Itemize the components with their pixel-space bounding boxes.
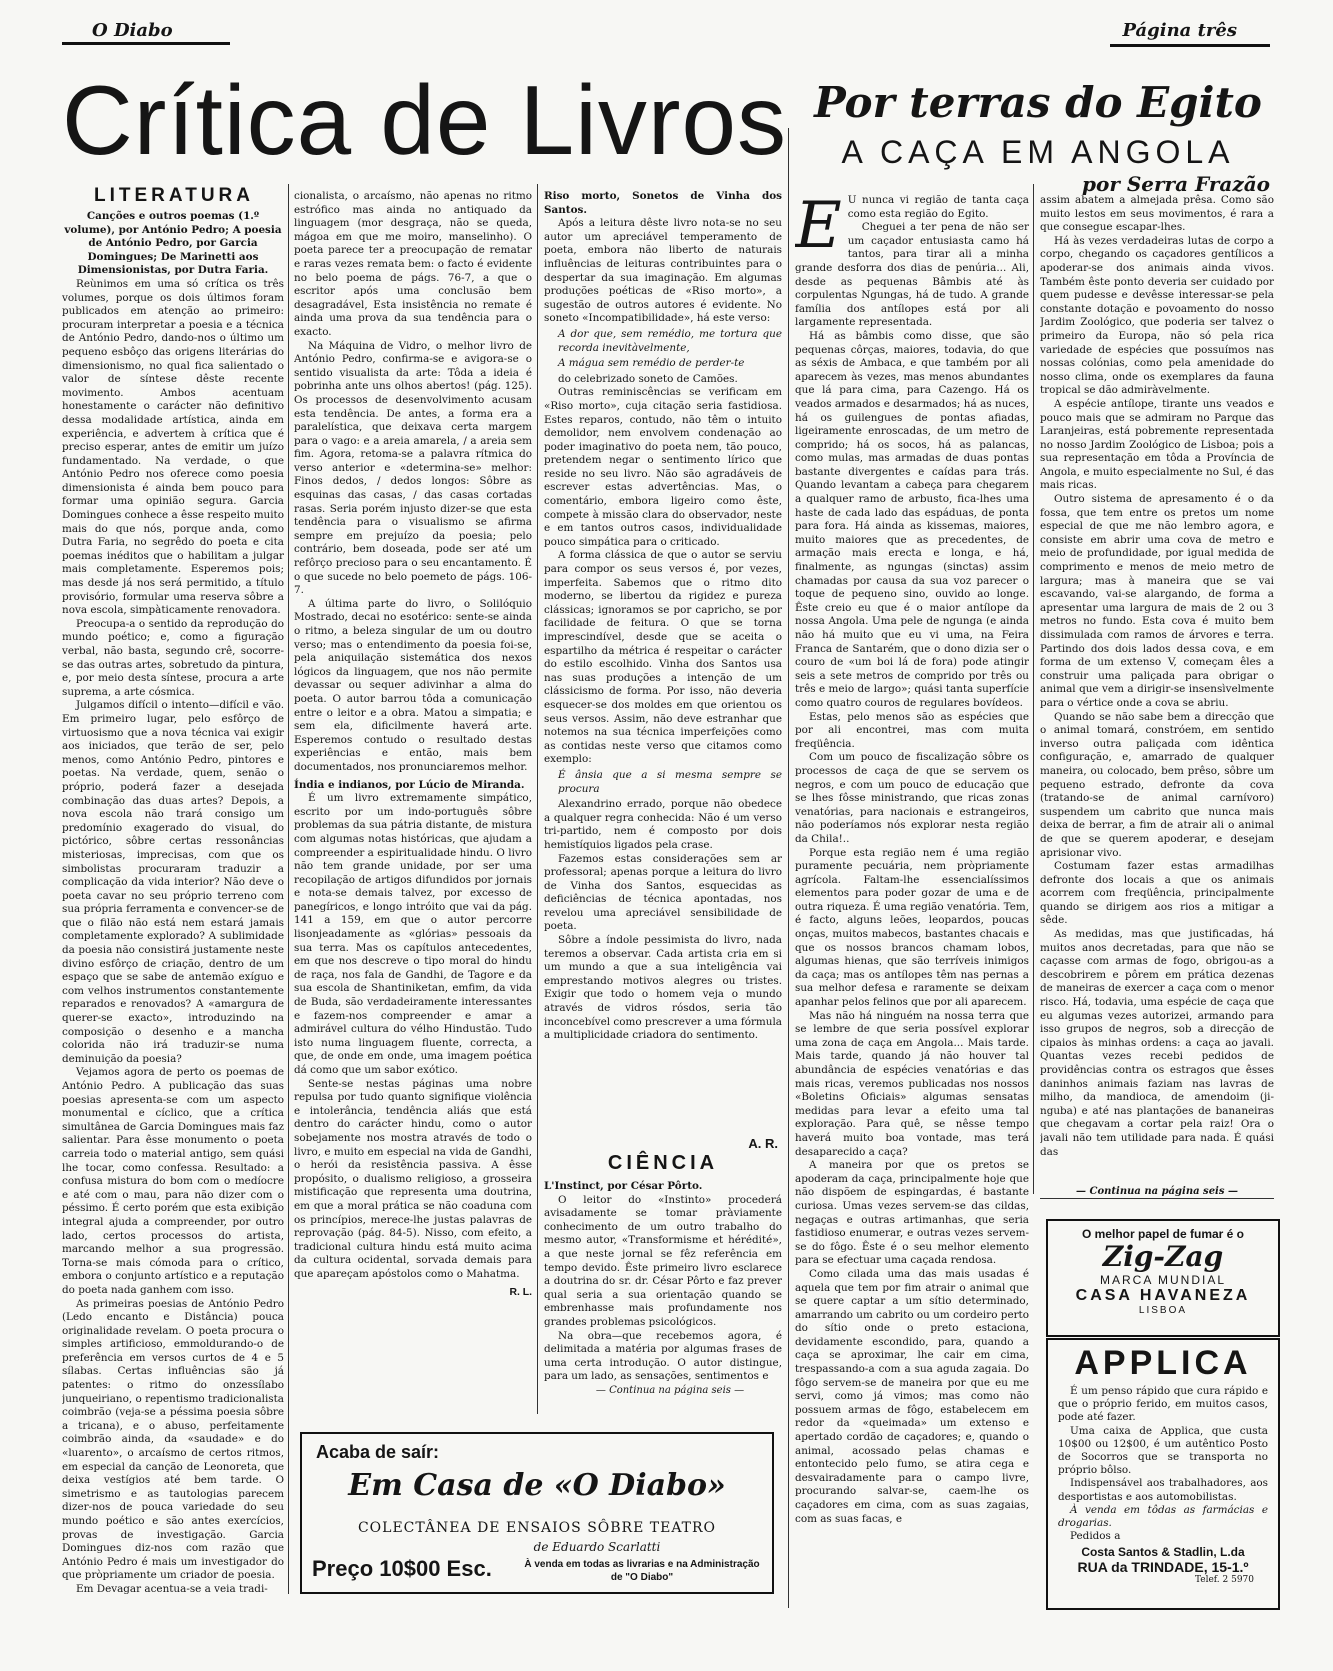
advert-sales-note: À venda em todas as livrarias e na Administração de "O Diabo" — [524, 1559, 760, 1583]
paragraph: A espécie antílope, tirante uns veados e pouco mais que se admiram no Parque das Laranjeiras, está pobremente representada no nosso Jardim Zoológico de Lisboa; pois a sua representação em tôda a Província de Angola, e muito especialmente no Sul, é das mais ricas. — [1040, 397, 1274, 492]
applica-body — [1048, 1383, 1278, 1545]
paragraph: U nunca vi região de tanta caça como esta região do Egito. — [847, 194, 1029, 220]
paragraph: Uma caixa de Applica, que custa 10$00 ou 12$00, é um autêntico Posto de Socorros que se transporta no próprio bôlso. — [1058, 1424, 1268, 1477]
paragraph: Estas, pelo menos são as espécies que por ali encontrei, mas com muita freqüência. — [795, 710, 1029, 750]
paragraph: Pedidos a — [1070, 1530, 1121, 1543]
zigzag-brand: Zig-Zag — [1102, 1240, 1224, 1273]
paragraph: A forma clássica de que o autor se serviu para compor os seus versos é, por vezes, imperfeita. Sabemos que o ritmo dito moderno, se libertou da rigidez e pureza clássicas; ignoramos se por capricho, se por facilidade de feitura. O que se torna imprescindível, desde que se aceita o espartilho da métrica é respeitar o carácter do estilo escolhido. Vinha dos Santos usa nas suas produções a intenção de um clássicismo de forma. Por isso, não deveria esquecer-se dos moldes em que orientou os seus versos. Assim, não deve estranhar que notemos na sua técnica imperfeições como as contidas neste verso que citamos como exemplo: — [544, 549, 782, 766]
header-rule-right — [1110, 44, 1270, 47]
advert-city: LISBOA — [1138, 1305, 1188, 1316]
paragraph: As medidas, mas que justificadas, há muitos anos decretadas, para que não se caçasse com armas de fogo, obrigou-as a descobrirem e pôrem em prática dezenas de maneiras de exercer a caça com o menor risco. Há, todavia, uma espécie de caça que eu algumas vezes autorizei, armando para isso grupos de negros, sob a direcção de cipaios às minhas ordens: a caça ao javali. Quantas vezes recebi pedidos de providências contra os estragos que êsses daninhos animais faziam nas lavras de milho, da mandioca, de amendoim (ji-nguba) e até nas plantações de bananeiras que chegavam a cortar pela raiz! Ora o javali não tem utilidade para nada. É quási das — [1040, 928, 1274, 1158]
paragraph: A maneira por que os pretos se apoderam da caça, principalmente hoje que não dispõem de espingardas, é bastante curiosa. Umas vezes servem-se das cildas, negaças e outras artimanhas, que seria fastidioso enumerar, e outras vezes servem-se do fôgo. Êste é o seu melhor elemento para se efectuar uma caçada rendosa. — [795, 1159, 1029, 1267]
paragraph: As primeiras poesias de António Pedro (Ledo encanto e Distância) pouca originalidade revelam. O poeta procura o simples artificioso, emmoldurando-o de preferência em versos curtos de 4 e 5 sílabas. Certas influências são já patentes: o ritmo do onzessílabo junqueiriano, o repentismo tradicionalista coimbrão (veja-se a péssima poesia sôbre a tricana), e o abuso, perfeitamente coimbrão ainda, da «saudade» e do «luarento», o arcaísmo de certos ritmos, em especial da canção de Leonoreta, que deixa vestígios até bem tarde. O simetrismo e as tautologias parecem dizer-nos de pouca variedade do seu mundo poético e são antes exercícios, provas de investigação. Garcia Domingues diz-nos com razão que António Pedro é mais um investigador do que pròpriamente um criador de poesia. — [62, 1297, 284, 1582]
literatura-column-3 — [544, 190, 782, 1150]
ciencia-column — [544, 1180, 782, 1416]
paragraph: Em Devagar acentua-se a veia tradi- — [76, 1582, 268, 1595]
verse-quote: A mágua sem remédio de perder-te — [558, 357, 745, 370]
signature: A. R. — [748, 1136, 778, 1151]
continued-note: — Continua na página seis — — [595, 1384, 745, 1396]
applica-advert — [1046, 1338, 1280, 1610]
column-rule — [1033, 184, 1034, 1194]
page-number-label: Página três — [1122, 20, 1237, 41]
egito-title: Por terras do Egito — [814, 78, 1262, 127]
paragraph: Na obra—que recebemos agora, é delimitada a matéria por algumas frases de uma certa introdução. O autor distingue, para um lado, as sensações, sentimentos e — [544, 1329, 782, 1383]
review-heading: Canções e outros poemas (1.º volume), por António Pedro; A poesia de António Pedro, por Garcia Domingues; De Marinetti aos Dimensionistas, por Dutra Faria. — [64, 210, 282, 277]
applica-firm: Costa Santos & Stadlin, L.da — [1081, 1545, 1245, 1560]
paragraph: O leitor do «Instinto» procederá avisadamente se tomar pràviamente conhecimento de um outro trabalho do mesmo autor, «Transformisme et hérédité», a que neste jornal se fêz referência em tempo devido. Êste primeiro livro esclarece a doutrina do sr. dr. César Pôrto e faz prever qual seria a sua orientação quando se embrenhasse mais profundamente nos grandes problemas psicológicos. — [544, 1193, 782, 1328]
advert-book-title: Em Casa de «O Diabo» — [348, 1468, 726, 1503]
advert-kicker: Acaba de saír: — [316, 1442, 440, 1462]
egito-column-2 — [1040, 194, 1274, 1196]
advert-company: CASA HAVANEZA — [1075, 1287, 1251, 1304]
advert-tagline: MARCA MUNDIAL — [1099, 1273, 1226, 1287]
paragraph: À venda em tôdas as farmácias e drogarias. — [1058, 1503, 1268, 1530]
paragraph: Porque esta região nem é uma região puramente pecuária, nem pròpriamente agrícola. Faltam-lhe essencialíssimos elementos para poder gozar de uma e de outra riqueza. É uma região venatória. Tem, é facto, alguns leões, leopardos, poucas onças, muitos mabecos, bastantes chacais e que os nossos brancos chamam lobos, algumas hienas, que são terríveis inimigos da caça; mas os antílopes têm nas pernas a sua melhor defesa e raramente se deixam apanhar pelos felinos que por ali aparecem. — [795, 846, 1029, 1009]
paragraph: Sôbre a índole pessimista do livro, nada teremos a observar. Cada artista cria em si um mundo a que a sua inteligência vai emprestando motivos alegres ou tristes. Exigir que todo o homem veja o mundo através de vidros rósdos, seria tão inconcebível como prescrever a uma fórmula a multiplicidade criadora do sentimento. — [544, 934, 782, 1042]
section-rule — [1040, 1198, 1274, 1199]
column-rule — [288, 184, 289, 1594]
paragraph: cionalista, o arcaísmo, não apenas no ritmo estrófico mas ainda no antiquado da linguagem (mor desgraça, não se queda, mágoa em que me moiro, manselinho). O poeta parece ter a preocupação de rematar e raras vezes remata bem: o facto é evidente no belo poema de págs. 76-7, a que o escritor após uma conclusão bem desagradável, Esta insistência no remate é ainda uma prova da sua tendência para o exacto. — [294, 190, 532, 338]
applica-phone: Telef. 2 5970 — [1194, 1575, 1254, 1586]
paragraph: Costumam fazer estas armadilhas defronte dos locais a que os animais acorrem com freqüência, principalmente quando se dirigem aos rios a mitigar a sêde. — [1040, 860, 1274, 927]
critica-de-livros-title: Crítica de Livros — [62, 65, 788, 175]
paragraph: Com um pouco de fiscalização sôbre os processos de caça de que se servem os negros, e com um pouco de educação que se lhes fôsse ministrando, que ricas zonas venatórias, para nacionais e estrangeiros, não poderíamos nós explorar nesta região da Chila!.. — [795, 751, 1029, 845]
advert-book-author: de Eduardo Scarlatti — [533, 1540, 661, 1554]
ciencia-heading: CIÊNCIA — [607, 1152, 719, 1174]
paragraph: Sente-se nestas páginas uma nobre repulsa por tudo quanto signifique violência e intolerância, tendência aliás que está dentro do carácter hindu, como o autor sobejamente nos mostra através de todo o livro, e muito em especial na vida de Gandhi, o herói da resistência passiva. A êsse propósito, o dualismo religioso, a grosseira mistificação que representa uma doutrina, em que a moral prática se não coaduna com os princípios, merece-lhe justas palavras de reprovação (pág. 84-5). Nisso, com efeito, a tradicional cultura hindu está muito acima da cultura ocidental, sorvada demais para que apareçam apóstolos como o Mahatma. — [294, 1077, 532, 1280]
paragraph: Preocupa-a o sentido da reprodução do mundo poético; e, como a figuração verbal, não basta, segundo crê, socorre-se das outras artes, sobretudo da pintura, e, por meio desta síntese, procura a arte suprema, a arte cósmica. — [62, 617, 284, 698]
paragraph: Outras reminiscências se verificam em «Riso morto», cuja citação seria fastidiosa. Estes reparos, contudo, não têm o intuito demolidor, nem envolvem condenação ao poder imaginativo do poeta nem, tão pouco, pretendem negar o sentimento lírico que reside no seu livro. Não são agradáveis de escrever estas advertências. Mas, o comentário, embora ligeiro como êste, compete à missão clara do observador, neste e em tantos outros casos, individualidade pouco simpática para o criticado. — [544, 386, 782, 548]
egito-byline: por Serra Frazão — [1082, 172, 1270, 196]
egito-column-1 — [795, 194, 1029, 1594]
paragraph: Cheguei a ter pena de não ser um caçador entusiasta camo há tantos, para tirar ali a minha grande desforra dos dias de penúria... Ali, desde as pequenas Bâmbis até às corpulentas Ngungas, há de tudo. A grande família dos antílopes está por ali largamente representada. — [795, 221, 1029, 329]
signature: R. L. — [509, 1286, 532, 1298]
header-rule-left — [62, 42, 230, 45]
review-heading: L'Instinct, por César Pôrto. — [544, 1180, 703, 1192]
drop-cap-e: E — [795, 194, 842, 263]
paragraph: Há às vezes verdadeiras lutas de corpo a corpo, chegando os caçadores gentílicos a apoderar-se dos animais ainda vivos. Também êste ponto deveria ser cuidado por quem pudesse e devêsse interessar-se pela constante dotação e povoamento do nosso Jardim Zoológico, que poderia ser talvez o primeiro da Europa, não só pela rica variedade de espécies que possuímos nas nossas colónias, como pela amenidade do nosso clima, onde os exemplares da fauna tropical se dão admiràvelmente. — [1040, 234, 1274, 397]
zigzag-advert — [1046, 1219, 1280, 1337]
advert-book-subtitle: COLECTÂNEA DE ENSAIOS SÔBRE TEATRO — [357, 1520, 717, 1536]
paragraph: Reùnimos em uma só crítica os três volumes, porque os dois últimos foram publicados em atenção ao primeiro: procuram interpretar a poesia e a técnica de António Pedro, dando-nos o último um pequeno esbôço das origens literárias do dimensionismo, no qual fica salientado o valor de síntese dêste recente movimento. Ambos acentuam honestamente o carácter não definitivo dessa modalidade artística, ainda em experiência, e advertem à crítica que é preciso esperar, antes de emitir um juízo fundamentado. Na verdade, o que António Pedro nos oferece como poesia dimensionista é ainda bem pouco para formar uma opinião segura. Garcia Domingues conhece a êsse respeito muito mais do que nós, porque anda, como Dutra Faria, no segrêdo do poeta e cita poemas inéditos que o habilitam a julgar mais completamente. Esperemos pois; mas desde já nos será permitido, a título provisório, formular uma reserva sôbre a nova escola, simpàticamente renovadora. — [62, 277, 284, 617]
paragraph: Na Máquina de Vidro, o melhor livro de António Pedro, confirma-se e avigora-se o sentido visualista da arte: Tôda a ideia é pobrinha ante uns olhos abertos! (pág. 125). Os processos de desenvolvimento acusam esta tendência. De antes, a forma era a paralelística, que deixava certa margem para o vago: e a areia amarela, / a areia sem fim. Agora, retoma-se a palavra rítmica do verso anterior e «determina-se» melhor: Finos dedos, / dedos longos: Sôbre as esquinas das casas, / das casas cortadas rasas. Seria porém injusto dizer-se que esta tendência para o visualismo se afirma sempre em prejuízo da poesia; pelo contrário, bem doseada, pode ser até um refôrço precioso para o seu encantamento. É o que sucede no belo poemeto de págs. 106-7. — [294, 339, 532, 597]
paragraph: Há as bâmbis como disse, que são pequenas côrças, maiores, todavia, do que as séxis de Ambaca, e que também por ali aparecem às vezes, mas menos abundantes que lá para cima, para Cazengo. Há os veados armados e desarmados; há as nuces, há os guilengues de pontas afiadas, ligeiramente enroscadas, de um metro de comprido; há os socos, há as palancas, como mulas, mas armadas de duas pontas bastante divergentes e caídas para trás. Quando levantam a cabeça para chegarem a qualquer ramo de arbusto, fica-lhes uma haste de cada lado das espáduas, de ponta para fora. Há ainda as kissemas, maiores, muito maiores que as precedentes, de armação mais erecta e longa, e há, finalmente, as ngungas (sinctas) assim chamadas por causa da sua voz parecer o toque de pequeno sino, ouvido ao longe. Êste creio eu que é o maior antílope da nossa Angola. Uma pele de ngunga (e ainda não há muito que eu vi uma, na Feira Franca de Santarém, que o dono dizia ser o couro de «um boi lá de fora) pode atingir seis a sete metros de comprido por três ou três e meio de largo»; quási tanta superfície como quatro couros de regulares bovídeos. — [795, 329, 1029, 709]
paragraph: Outro sistema de apresamento é o da fossa, que tem entre os pretos um nome especial de que me não lembro agora, e consiste em abrir uma cova de metro e meio de profundidade, por igual medida de comprimento e menos de meio metro de largura; mas à maneira que se vai escavando, vai-se alargando, de forma a apresentar uma largura de mais de 2 ou 3 metros no fundo. Esta cova é muito bem dissimulada com ramos de árvores e terra. Partindo dos dois lados dessa cova, e em forma de um extenso V, começam êles a construir uma paliçada para obrigar o animal que vem a dirigir-se insensìvelmente para o vértice onde a cova se abriu. — [1040, 493, 1274, 709]
paragraph: Alexandrino errado, porque não obedece a qualquer regra conhecida: Não é um verso tri-partido, nem é composto por dois hemistíquios ligados pela crase. — [544, 798, 782, 851]
review-heading: Índia e indianos, por Lúcio de Miranda. — [294, 778, 525, 791]
paragraph: assim abatem a almejada prêsa. Como são muito lestos em seus movimentos, é rara a que consegue escapar-lhes. — [1040, 194, 1274, 234]
paragraph: Indispensável aos trabalhadores, aos desportistas e aos automobilistas. — [1058, 1477, 1268, 1503]
advert-price: Preço 10$00 Esc. — [312, 1556, 492, 1581]
paragraph: Quando se não sabe bem a direcção que o animal tomará, constróem, em sentido inverso outra paliçada com idêntica configuração, e, amarrado de qualquer maneira, ou colocado, bem prêso, sôbre um pequeno estrado, defronte da cova (tratando-se de animal carnívoro) suspendem um cabrito que nunca mais deixa de berrar, a fim de atrair ali o animal de que se querem apoderar, e desejam aprisionar vivo. — [1040, 710, 1274, 859]
literatura-column-1 — [62, 210, 284, 1608]
verse-quote: A dor que, sem remédio, me tortura que recorda inevitàvelmente, — [558, 327, 782, 354]
literatura-heading: LITERATURA — [94, 185, 254, 206]
caca-em-angola-title: A CAÇA EM ANGOLA — [841, 134, 1235, 170]
paragraph: Fazemos estas considerações sem ar professoral; apenas porque a leitura do livro de Vinha dos Santos, esquecidas as deficiências de técnica apontadas, nos revelou uma apreciável sensibilidade de poeta. — [544, 852, 782, 933]
column-rule — [537, 184, 538, 1414]
paragraph: Vejamos agora de perto os poemas de António Pedro. A publicação das suas poesias apresenta-se com um aspecto monumental e cíclico, que a crítica simultânea de Garcia Domingues mais faz salientar. Para êsse monumento o poeta carreia todo o material antigo, sem quási lhe tocar, como confessa. Resultado: a confusa mistura do bom com o medíocre e até com o mau, para não dizer com o péssimo. É certo porém que esta exibição integral ajuda a compreender, por outro lado, certos processos do artista, marcando melhor a sua progressão. Torna-se mais cómoda para o crítico, embora o conjunto artístico e a reputação do poeta nada ganhem com isso. — [62, 1066, 284, 1296]
applica-address: RUA da TRINDADE, 15-1.º — [1077, 1559, 1249, 1576]
paragraph: Julgamos difícil o intento—difícil e vão. Em primeiro lugar, pelo esfôrço de virtuosismo que a nova técnica vai exigir aos iniciados, que terão de ser, pelo menos, como António Pedro, pintores e poetas. Na verdade, quem, senão o próprio, poderá fazer a desejada combinação das duas artes? Depois, a nova escola não trará consigo um predomínio exagerado do visual, do pictórico, sôbre certas ressonâncias misteriosas, imprecisas, com que os simbolistas procuraram traduzir a complicação da vida interior? Não deve o poeta cavar no seu próprio terreno com sua própria ferramenta e convencer-se de que o filão não está nem estará jamais completamente explorado? A sublimidade da poesia não consistirá justamente neste divino esfôrço de criação, dentro de um espaço que se sabe de antemão exíguo e com velhos instrumentos constantemente reparados e renovados? A «amargura de querer-se exacto», introduzindo na composição o desenho e a mancha colorida não irá traduzir-se numa deminuição da poesia? — [62, 699, 284, 1065]
paragraph: do celebrizado soneto de Camões. — [558, 372, 738, 385]
paragraph: Como cilada uma das mais usadas é aquela que tem por fim atrair o animal que se quere captar a um sítio determinado, amarrando um cabrito ou um cordeiro perto do sítio onde o preto estaciona, devidamente escondido, para, quando a caça se aproximar, lhe cair em cima, trespassando-a com a sua aguda zagaia. Do fôgo servem-se de maneira por que eu me servi, como já vimos; mas como não possuem armas de fôgo, estabelecem em redor da «queimada» um extenso e apertado cordão de caçadores; e, quando o animal, acossado pelas chamas e entontecido pelo fumo, se atira cega e desvairadamente para o campo livre, procurando salvar-se, caem-lhe os caçadores em cima, com as suas zagaias, com as suas facas, e — [795, 1267, 1029, 1525]
paragraph: Após a leitura dêste livro nota-se no seu autor um apreciável temperamento de poeta, embora não liberto de naturais influências de leituras contribuintes para o despertar da sua imaginação. Em algumas produções poéticas de «Riso morto», a sugestão de outros autores é evidente. No soneto «Incompatibilidade», há este verso: — [544, 217, 782, 325]
paragraph: Mas não há ninguém na nossa terra que se lembre de que seria possível explorar uma zona de caça em Angola... Mais tarde. Mais tarde, quando já não houver tal abundância de espécies venatórias e das mais ricas, veremos publicadas nos nossos «Boletins Oficiais» algumas sensatas medidas para levar a efeito uma tal exploração. Para quê, se nêsse tempo haverá muito boa vontade, mas terá desaparecido a caça? — [795, 1009, 1029, 1158]
review-heading: Riso morto, Sonetos de Vinha dos Santos. — [544, 190, 782, 216]
column-rule — [788, 128, 789, 1608]
masthead-left: O Diabo — [92, 20, 173, 41]
verse-quote: É ânsia que a si mesma sempre se procura — [558, 768, 782, 795]
literatura-column-2 — [294, 190, 532, 1414]
book-advert — [300, 1432, 774, 1594]
applica-brand: APPLICA — [1074, 1344, 1252, 1382]
paragraph: A última parte do livro, o Solilóquio Mostrado, decai no esotérico: sente-se ainda o ritmo, a beleza singular de um ou doutro verso; mas o entendimento da poesia foi-se, pela aniquilação sistemática dos nexos lógicos da linguagem, que nos não permite devassar ou sequer adivinhar a alma do poeta. O autor barrou tôda a comunicação entre o leitor e a obra. Matou a simpatia; e sem ela, dificilmente haverá arte. Esperemos contudo o resultado destas experiências e então, mais bem documentados, nos pronunciaremos melhor. — [294, 597, 532, 773]
advert-kicker: O melhor papel de fumar é o — [1081, 1227, 1245, 1241]
paragraph: É um livro extremamente simpático, escrito por um indo-português sôbre problemas da sua pátria distante, de mistura com algumas notas históricas, que ajudam a compreender a espiritualidade hindu. O livro não tem grande unidade, por ser uma recopilação de artigos difundidos por jornais e nota-se demais talvez, por excesso de panegíricos, e longo intróito que vai da pág. 141 a 159, em que o autor percorre lisonjeadamente as «glórias» pessoais da sua terra. Mas os capítulos antecedentes, em que nos descreve o tipo moral do hindu de raça, nos fala de Gandhi, de Tagore e da sua escola de Shantiniketan, emfim, da vida de Buda, são verdadeiramente interessantes e fazem-nos compreender e amar a admirável cultura do vélho Hindustão. Tudo isto numa linguagem fluente, correcta, a que, de onde em onde, uma imagem poética dá como que um sabor exótico. — [294, 792, 532, 1076]
paragraph: É um penso rápido que cura rápido e que o próprio ferido, em muitos casos, pode até fazer. — [1058, 1385, 1268, 1424]
continued-note: — Continua na página seis — — [1040, 1186, 1274, 1197]
